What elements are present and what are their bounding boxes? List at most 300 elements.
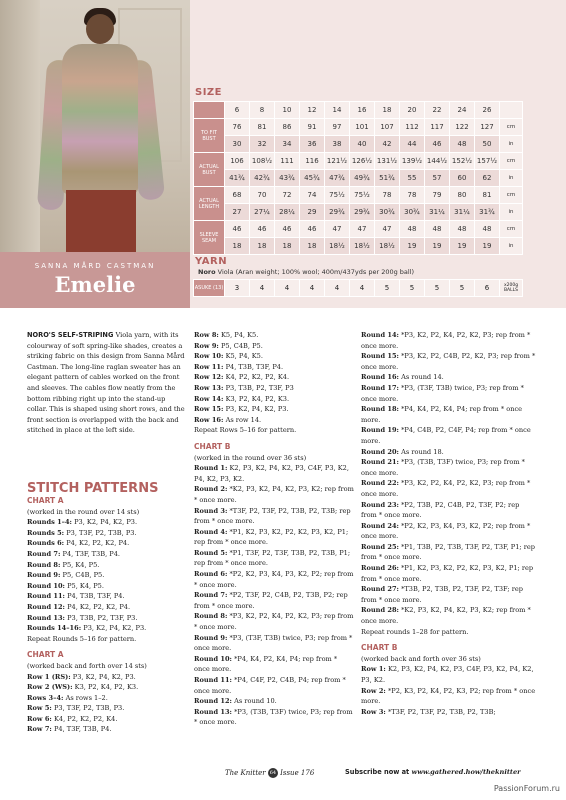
row-label: Round 1:	[194, 464, 228, 473]
instruction-row	[194, 633, 354, 654]
size-cell: 14	[325, 102, 350, 119]
row-label: Round 13:	[194, 707, 232, 716]
row-text: *P4, C4F, P2, C4B, P4; rep from * once more.	[194, 676, 346, 695]
size-row	[194, 153, 523, 170]
row-label: Round 8:	[194, 612, 228, 621]
row-text: (worked back and forth over 36 sts)	[361, 654, 481, 663]
instruction-row	[27, 538, 187, 549]
value-cell: 108½	[250, 153, 275, 170]
value-cell: 117	[425, 119, 450, 136]
subscribe-link[interactable]: www.gathered.how/theknitter	[411, 768, 521, 776]
value-cell: 19	[425, 238, 450, 255]
row-label: Row 12:	[194, 373, 224, 382]
size-cell: 10	[275, 102, 300, 119]
value-cell: 48	[450, 221, 475, 238]
row-text: K2, P3, K2, P4, K2, P3, C4F, P3, K2, P4, K2, P3, K2.	[361, 665, 534, 684]
size-row	[194, 119, 523, 136]
instruction-row	[194, 590, 354, 611]
instruction-row	[361, 686, 536, 707]
row-text: *P4, K4, P2, K4, P4; rep from * once more.	[361, 405, 523, 424]
row-label: Round 5:	[194, 548, 228, 557]
value-cell: 18½	[325, 238, 350, 255]
unit-cell: in	[500, 238, 523, 255]
row-text: *P4, C4B, P2, C4F, P4; rep from * once more.	[361, 426, 531, 445]
yarn-description: Viola (Aran weight; 100% wool; 400m/437yds per 200g ball)	[217, 268, 415, 276]
row-text: *P1, K2, P3, K2, P2, K2, P3, K2, P1; rep from * once more.	[361, 564, 534, 583]
row-label: Row 16:	[194, 415, 224, 424]
value-cell: 47	[350, 221, 375, 238]
value-cell: 139½	[400, 153, 425, 170]
row-label: Rounds 14–16:	[27, 624, 82, 633]
unit-cell: cm	[500, 119, 523, 136]
row-text: Repeat rounds 1–28 for pattern.	[361, 627, 469, 636]
note-text	[194, 425, 354, 436]
row-text: *T3B, P2, T3B, P2, T3F, P2, T3F; rep from * once more.	[361, 585, 523, 604]
instruction-row	[27, 570, 187, 581]
value-cell: 51¾	[375, 170, 400, 187]
value-cell: 106	[225, 153, 250, 170]
instruction-row	[361, 584, 536, 605]
row-label: Round 10:	[27, 581, 65, 590]
unit-cell: in	[500, 204, 523, 221]
value-cell: 111	[275, 153, 300, 170]
value-cell: 57	[425, 170, 450, 187]
value-cell: 70	[250, 187, 275, 204]
title-banner	[0, 252, 190, 308]
value-cell: 42¾	[250, 170, 275, 187]
value-cell: 31¼	[450, 204, 475, 221]
value-cell: 75½	[325, 187, 350, 204]
row-label: Row 3:	[361, 707, 386, 716]
yarn-colour-label: ASUKE (13)	[194, 280, 225, 297]
row-label: Row 2:	[361, 686, 386, 695]
value-cell: 44	[400, 136, 425, 153]
row-text: *P3, K2, P2, K4, P2, K2, P3; rep from * once more.	[361, 479, 531, 498]
instruction-row	[194, 696, 354, 707]
instruction-row	[361, 372, 536, 383]
row-label: Round 23:	[361, 500, 399, 509]
value-cell: 49¾	[350, 170, 375, 187]
row-text: P5, K4, P5.	[60, 560, 100, 569]
row-text: P5, K4, P5.	[64, 581, 104, 590]
value-cell: 97	[325, 119, 350, 136]
value-cell: 45¾	[300, 170, 325, 187]
row-label: Round 19:	[361, 426, 399, 435]
chart-heading: CHART B	[194, 441, 231, 451]
value-cell: 81	[475, 187, 500, 204]
row-text: *P3, (T3F, T3B) twice, P3; rep from * once more.	[194, 633, 353, 653]
size-heading: SIZE	[195, 87, 223, 98]
row-text: P4, T3F, T3B, P4.	[51, 725, 112, 734]
value-cell: 31¼	[425, 204, 450, 221]
size-cell: 16	[350, 102, 375, 119]
instruction-row	[27, 602, 187, 613]
size-cell: 26	[475, 102, 500, 119]
yarn-table	[193, 279, 523, 297]
row-label: Row 13:	[194, 383, 224, 392]
yarn-balls-cell: 5	[375, 280, 400, 297]
yarn-balls-cell: 5	[450, 280, 475, 297]
row-label: Round 10:	[194, 654, 232, 663]
instruction-row	[361, 542, 536, 563]
instruction-row	[27, 672, 187, 683]
row-text: *P3, K2, P2, K4, P2, K2, P3; rep from * once more.	[361, 331, 531, 350]
row-text: P3, T3B, P2, T3F, P3.	[64, 613, 138, 622]
value-cell: 127	[475, 119, 500, 136]
row-label: Round 12:	[194, 697, 232, 706]
value-cell: 47	[375, 221, 400, 238]
yarn-balls-cell: 4	[350, 280, 375, 297]
instruction-row	[194, 548, 354, 569]
instruction-row	[361, 447, 536, 458]
value-cell: 107	[375, 119, 400, 136]
row-label: Round 15:	[361, 352, 399, 361]
row-label: Row 9:	[194, 341, 219, 350]
value-cell: 46	[300, 221, 325, 238]
row-text: *K2, P3, K2, P4, K2, P3, K2; rep from * once more.	[361, 606, 531, 626]
row-text: *P3, (T3F, T3B) twice, P3; rep from * once more.	[361, 383, 524, 403]
value-cell: 47¾	[325, 170, 350, 187]
value-cell: 29¾	[350, 204, 375, 221]
value-cell: 55	[400, 170, 425, 187]
value-cell: 18	[300, 238, 325, 255]
value-cell: 29	[300, 204, 325, 221]
value-cell: 30¾	[400, 204, 425, 221]
size-row	[194, 238, 523, 255]
row-label: Round 9:	[194, 633, 228, 642]
row-label: Round 16:	[361, 373, 399, 382]
row-text: *P3, K2, P2, C4B, P2, K2, P3; rep from * once more.	[361, 352, 536, 371]
yarn-balls-cell: 4	[275, 280, 300, 297]
row-text: *T3F, P2, T3F, P2, T3B, P2, T3B;	[385, 707, 496, 716]
row-label: Round 24:	[361, 521, 399, 530]
row-label: ACTUAL BUST	[194, 153, 225, 187]
value-cell: 29¾	[325, 204, 350, 221]
value-cell: 19	[475, 238, 500, 255]
instruction-row	[361, 664, 536, 685]
row-text: (worked back and forth over 14 sts)	[27, 661, 147, 670]
value-cell: 112	[400, 119, 425, 136]
value-cell: 34	[275, 136, 300, 153]
row-text: K3, P2, K4, P2, K3.	[72, 683, 139, 692]
row-label: Round 27:	[361, 585, 399, 594]
instruction-row	[194, 383, 354, 394]
size-cell: 20	[400, 102, 425, 119]
chart-heading: CHART B	[361, 643, 398, 653]
value-cell: 46	[225, 221, 250, 238]
watermark: PassionForum.ru	[493, 784, 560, 793]
instruction-row	[27, 560, 187, 571]
row-label: Row 2 (WS):	[27, 683, 73, 692]
row-text: P5, C4B, P5.	[60, 571, 105, 580]
row-text: *P3, (T3B, T3F) twice, P3; rep from * once more.	[361, 458, 525, 477]
row-text: *P2, T3B, P2, C4B, P2, T3F, P2; rep from * once more.	[361, 500, 520, 520]
instruction-row	[361, 707, 536, 718]
value-cell: 122	[450, 119, 475, 136]
row-text: P4, T3F, T3B, P4.	[60, 549, 121, 558]
row-text: Repeat Rows 5–16 for pattern.	[194, 426, 297, 435]
instruction-row	[194, 675, 354, 696]
value-cell: 48	[450, 136, 475, 153]
instruction-row	[27, 623, 187, 634]
row-text: As rows 1–2.	[63, 693, 108, 702]
value-cell: 91	[300, 119, 325, 136]
size-row	[194, 204, 523, 221]
row-text: K5, P4, K5.	[218, 331, 259, 339]
row-label: Row 1:	[361, 665, 386, 674]
row-label: Row 15:	[194, 405, 224, 414]
row-text: P4, K2, P2, K2, P4.	[64, 539, 130, 548]
magazine-name: The Knitter	[225, 769, 266, 777]
row-label: SLEEVE SEAM	[194, 221, 225, 255]
row-text: P3, T3F, P2, T3B, P3.	[64, 528, 137, 537]
row-text: *K2, P3, K2, P4, K2, P3, K2; rep from * once more.	[194, 485, 354, 504]
row-text: K4, P2, K2, P2, K4.	[223, 373, 290, 382]
row-label: ACTUAL LENGTH	[194, 187, 225, 221]
instruction-row	[27, 682, 187, 693]
value-cell: 46	[250, 221, 275, 238]
instruction-row	[27, 693, 187, 704]
row-text: Repeat Rounds 5–16 for pattern.	[27, 634, 137, 643]
value-cell: 18	[225, 238, 250, 255]
note-text	[361, 627, 536, 638]
row-label: Round 21:	[361, 458, 399, 467]
note-text	[27, 507, 187, 518]
value-cell: 48	[400, 221, 425, 238]
row-label: Row 11:	[194, 362, 224, 371]
chart-heading: CHART A	[27, 650, 64, 660]
instruction-row	[361, 563, 536, 584]
row-label: TO FIT BUST	[194, 119, 225, 153]
instruction-row	[27, 517, 187, 528]
row-label: Row 14:	[194, 394, 224, 403]
size-cell: 22	[425, 102, 450, 119]
note-text	[194, 453, 354, 464]
instruction-row	[194, 362, 354, 373]
yarn-balls-cell: 5	[400, 280, 425, 297]
unit-cell: in	[500, 136, 523, 153]
yarn-unit-cell: x200g BALLS	[500, 280, 523, 297]
value-cell: 18½	[350, 238, 375, 255]
row-text: P3, K2, P4, K2, P3.	[81, 624, 147, 633]
row-label: Round 26:	[361, 564, 399, 573]
value-cell: 48	[475, 221, 500, 238]
row-label: Round 8:	[27, 560, 61, 569]
size-table	[193, 101, 523, 255]
row-text: *P1, T3B, P2, T3B, T3F, P2, T3F, P1; rep from * once more.	[361, 542, 535, 562]
instruction-row	[27, 549, 187, 560]
value-cell: 78	[375, 187, 400, 204]
yarn-info	[198, 268, 414, 276]
instruction-row	[194, 415, 354, 426]
value-cell: 46	[425, 136, 450, 153]
row-text: As row 14.	[223, 415, 262, 424]
row-text: P3, K2, P4, K2, P3.	[70, 672, 136, 681]
unit-cell	[500, 102, 523, 119]
row-text: *P2, K2, P3, K4, P3, K2, P2; rep from * once more.	[194, 570, 354, 589]
row-text: *P1, K2, P3, K2, P2, K2, P3, K2, P1; rep from * once more.	[194, 527, 349, 547]
column-2	[194, 330, 354, 728]
instruction-row	[194, 527, 354, 548]
row-text: (worked in the round over 36 sts)	[194, 453, 307, 462]
value-cell: 41¾	[225, 170, 250, 187]
note-text	[27, 661, 187, 672]
size-cell: 24	[450, 102, 475, 119]
row-text: *P3, K2, P2, K4, P2, K2, P3; rep from * once more.	[194, 612, 354, 632]
issue-number: Issue 176	[280, 769, 315, 777]
row-label: Round 11:	[27, 592, 65, 601]
row-label: Row 7:	[27, 725, 52, 734]
row-label: Row 8:	[194, 331, 219, 339]
instruction-row	[361, 457, 536, 478]
value-cell: 18	[250, 238, 275, 255]
value-cell: 80	[450, 187, 475, 204]
column-1	[27, 481, 187, 735]
value-cell: 131½	[375, 153, 400, 170]
instruction-row	[27, 724, 187, 735]
intro-lead: NORO'S SELF-STRIPING	[27, 331, 114, 339]
designer-name: SANNA MÅRD CASTMAN	[34, 262, 156, 270]
row-label: Round 17:	[361, 383, 399, 392]
row-text: As round 18.	[398, 447, 444, 456]
value-cell: 62	[475, 170, 500, 187]
value-cell: 32	[250, 136, 275, 153]
instruction-row	[361, 383, 536, 404]
value-cell: 40	[350, 136, 375, 153]
row-label: Round 7:	[194, 591, 228, 600]
row-label: Round 2:	[194, 485, 228, 494]
row-text: K3, P2, K4, P2, K3.	[223, 394, 290, 403]
value-cell: 27¼	[250, 204, 275, 221]
instruction-row	[361, 425, 536, 446]
value-cell: 27	[225, 204, 250, 221]
instruction-row	[194, 404, 354, 415]
value-cell: 19	[450, 238, 475, 255]
value-cell: 101	[350, 119, 375, 136]
size-cell: 6	[225, 102, 250, 119]
row-label: Round 12:	[27, 602, 65, 611]
column-3	[361, 330, 536, 717]
row-text: P3, T3F, P2, T3B, P3.	[51, 704, 125, 713]
instruction-row	[27, 581, 187, 592]
value-cell: 144½	[425, 153, 450, 170]
row-label: Round 13:	[27, 613, 65, 622]
row-text: P4, T3B, T3F, P4.	[223, 362, 284, 371]
instruction-row	[194, 707, 354, 728]
instruction-row	[361, 351, 536, 372]
value-cell: 18½	[375, 238, 400, 255]
value-cell: 30¾	[375, 204, 400, 221]
row-label: Round 3:	[194, 506, 228, 515]
pattern-title: Emelie	[54, 272, 136, 297]
value-cell: 81	[250, 119, 275, 136]
note-text	[361, 654, 536, 665]
row-text: *P3, (T3B, T3F) twice, P3; rep from * once more.	[194, 707, 353, 727]
unit-cell: cm	[500, 187, 523, 204]
value-cell: 68	[225, 187, 250, 204]
row-label: Rounds 1–4:	[27, 518, 72, 527]
instruction-row	[194, 394, 354, 405]
value-cell: 38	[325, 136, 350, 153]
row-text: As round 10.	[231, 697, 277, 706]
row-label: Round 6:	[194, 570, 228, 579]
value-cell: 19	[400, 238, 425, 255]
note-text	[27, 634, 187, 645]
value-cell: 31¾	[475, 204, 500, 221]
row-text: *P2, K3, P2, K4, P2, K3, P2; rep from * once more.	[361, 686, 536, 706]
intro-body: Viola yarn, with its colourway of soft spring-like shades, creates a striking fabric on this design from Sanna Mård Castman. The long-line raglan sweater has an elegant pattern of cables worked on the front and sleeves. The cables flow neatly from the bottom ribbing right up into the stand-up collar. This is shaped using short rows, and the front section is overlapped with the back and stitched in place at the left side.	[27, 331, 185, 435]
instruction-row	[194, 484, 354, 505]
instruction-row	[27, 714, 187, 725]
value-cell: 60	[450, 170, 475, 187]
yarn-balls-cell: 6	[475, 280, 500, 297]
instruction-row	[27, 703, 187, 714]
value-cell: 72	[275, 187, 300, 204]
row-text: P3, K2, P4, K2, P3.	[223, 405, 289, 414]
row-text: As round 14.	[398, 373, 444, 382]
size-label-cell	[194, 102, 225, 119]
size-row	[194, 136, 523, 153]
row-text: K2, P3, K2, P4, K2, P3, C4F, P3, K2, P4, K2, P3, K2.	[194, 464, 349, 483]
instruction-row	[194, 372, 354, 383]
row-text: K5, P4, K5.	[223, 352, 263, 361]
row-text: *P2, T3F, P2, C4B, P2, T3B, P2; rep from * once more.	[194, 591, 348, 610]
instruction-row	[361, 605, 536, 626]
instruction-row	[27, 613, 187, 624]
row-label: Round 22:	[361, 479, 399, 488]
value-cell: 78	[400, 187, 425, 204]
value-cell: 116	[300, 153, 325, 170]
value-cell: 74	[300, 187, 325, 204]
row-label: Row 5:	[27, 704, 52, 713]
row-label: Round 4:	[194, 527, 228, 536]
instruction-row	[194, 611, 354, 632]
instruction-row	[194, 654, 354, 675]
row-text: *P2, K2, P3, K4, P3, K2, P2; rep from * once more.	[361, 521, 531, 541]
row-label: Row 10:	[194, 352, 224, 361]
value-cell: 43¾	[275, 170, 300, 187]
row-label: Round 11:	[194, 676, 232, 684]
yarn-heading: YARN	[195, 256, 228, 267]
instruction-row	[194, 463, 354, 484]
value-cell: 48	[425, 221, 450, 238]
row-label: Round 7:	[27, 549, 61, 558]
value-cell: 126½	[350, 153, 375, 170]
yarn-balls-cell: 4	[300, 280, 325, 297]
size-row	[194, 187, 523, 204]
value-cell: 76	[225, 119, 250, 136]
chart-heading: CHART A	[27, 496, 64, 505]
row-label: Row 1 (RS):	[27, 672, 71, 681]
instruction-row	[194, 341, 354, 352]
instruction-row	[361, 404, 536, 425]
value-cell: 75½	[350, 187, 375, 204]
row-text: (worked in the round over 14 sts)	[27, 507, 140, 516]
instruction-row	[194, 506, 354, 527]
row-text: *P1, T3F, P2, T3F, T3B, P2, T3B, P1; rep from * once more.	[194, 548, 351, 568]
row-label: Round 18:	[361, 405, 399, 414]
value-cell: 30	[225, 136, 250, 153]
instruction-row	[361, 521, 536, 542]
row-label: Rows 3–4:	[27, 693, 64, 702]
instruction-row	[27, 591, 187, 602]
stitch-patterns-heading: STITCH PATTERNS	[27, 481, 159, 496]
instruction-row	[361, 500, 536, 521]
size-row	[194, 221, 523, 238]
size-cell: 8	[250, 102, 275, 119]
size-cell: 18	[375, 102, 400, 119]
row-text: *P4, K4, P2, K4, P4; rep from * once more.	[194, 654, 338, 674]
